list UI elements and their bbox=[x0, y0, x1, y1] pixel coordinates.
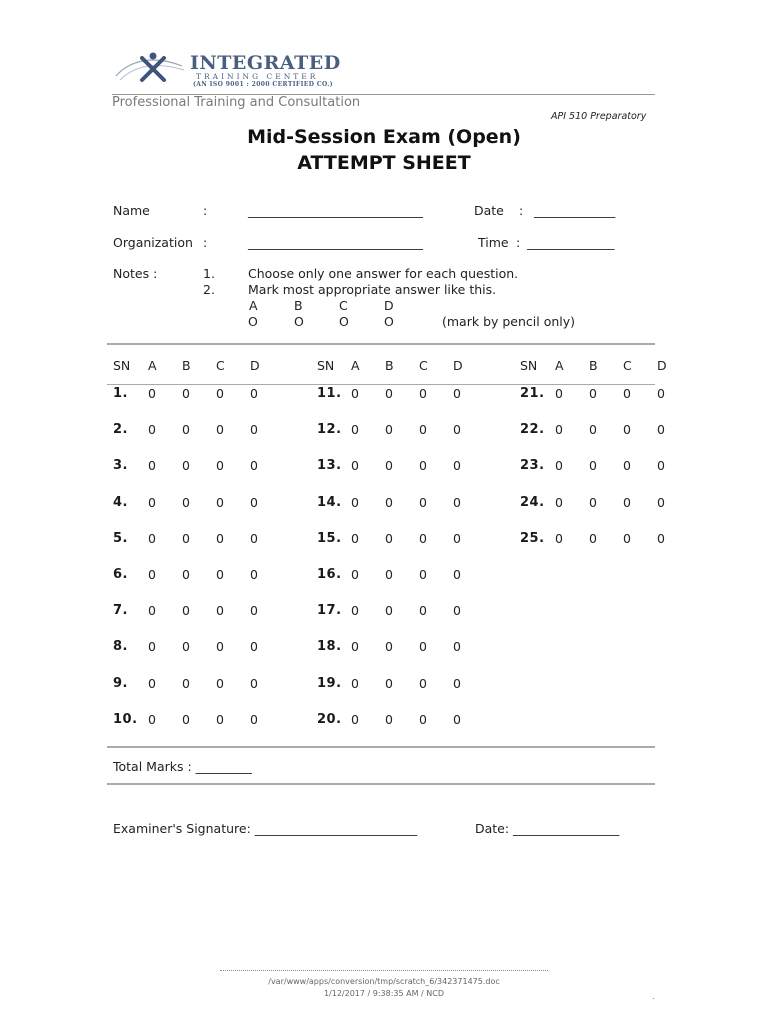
date-colon: : bbox=[519, 203, 524, 218]
question-number: 22. bbox=[520, 422, 545, 438]
answer-option[interactable]: 0 bbox=[453, 422, 461, 438]
answer-option[interactable]: 0 bbox=[182, 639, 190, 655]
answer-option[interactable]: 0 bbox=[351, 639, 359, 655]
answer-option[interactable]: 0 bbox=[623, 422, 631, 438]
answer-option[interactable]: 0 bbox=[385, 458, 393, 474]
footer-path: /var/www/apps/conversion/tmp/scratch_6/342371475.doc bbox=[268, 977, 500, 986]
answer-option[interactable]: 0 bbox=[250, 494, 258, 510]
grid-bottom-rule bbox=[107, 746, 655, 748]
answer-option[interactable]: 0 bbox=[351, 603, 359, 619]
answer-option[interactable]: 0 bbox=[453, 639, 461, 655]
question-number: 17. bbox=[317, 603, 342, 619]
answer-option[interactable]: 0 bbox=[623, 530, 631, 546]
question-number: 21. bbox=[520, 386, 545, 401]
organization-label: Organization bbox=[113, 235, 193, 250]
example-letter: D bbox=[384, 298, 394, 313]
answer-option[interactable]: 0 bbox=[419, 422, 427, 438]
answer-option[interactable]: 0 bbox=[419, 494, 427, 510]
column-header-c: C bbox=[623, 358, 632, 373]
total-bottom-rule bbox=[107, 783, 655, 785]
answer-option[interactable]: 0 bbox=[419, 711, 427, 727]
answer-option[interactable]: 0 bbox=[657, 530, 665, 546]
answer-option[interactable]: 0 bbox=[385, 386, 393, 401]
answer-option[interactable]: 0 bbox=[453, 494, 461, 510]
answer-option[interactable]: 0 bbox=[657, 458, 665, 474]
question-number: 7. bbox=[113, 603, 128, 619]
answer-option[interactable]: 0 bbox=[453, 530, 461, 546]
note-text: Mark most appropriate answer like this. bbox=[248, 282, 497, 297]
column-header-b: B bbox=[589, 358, 598, 373]
answer-option[interactable]: 0 bbox=[351, 386, 359, 401]
example-letter: C bbox=[339, 298, 348, 313]
example-letter: A bbox=[249, 298, 258, 313]
column-header-sn: SN bbox=[520, 358, 538, 373]
question-number: 14. bbox=[317, 494, 342, 510]
answer-option[interactable]: 0 bbox=[555, 530, 563, 546]
answer-option[interactable]: 0 bbox=[657, 494, 665, 510]
answer-option[interactable]: 0 bbox=[182, 567, 190, 582]
pencil-note: (mark by pencil only) bbox=[442, 314, 576, 329]
answer-option[interactable]: 0 bbox=[419, 386, 427, 401]
answer-option[interactable]: 0 bbox=[385, 567, 393, 582]
note-number: 1. bbox=[203, 266, 215, 281]
column-header-sn: SN bbox=[113, 358, 131, 373]
answer-option[interactable]: 0 bbox=[453, 675, 461, 691]
question-number: 15. bbox=[317, 530, 342, 546]
answer-option[interactable]: 0 bbox=[148, 458, 156, 474]
organization-colon: : bbox=[203, 235, 208, 250]
tagline: Professional Training and Consultation bbox=[112, 95, 361, 110]
answer-option[interactable]: 0 bbox=[419, 458, 427, 474]
answer-option[interactable]: 0 bbox=[250, 603, 258, 619]
answer-option[interactable]: 0 bbox=[589, 530, 597, 546]
answer-option[interactable]: 0 bbox=[351, 711, 359, 727]
answer-option[interactable]: 0 bbox=[351, 675, 359, 691]
examiner-signature: Examiner's Signature: __________________________ bbox=[113, 821, 418, 836]
answer-option[interactable]: 0 bbox=[385, 711, 393, 727]
answer-option[interactable]: 0 bbox=[182, 603, 190, 619]
answer-option[interactable]: 0 bbox=[351, 458, 359, 474]
answer-option[interactable]: 0 bbox=[419, 675, 427, 691]
answer-option[interactable]: 0 bbox=[216, 675, 224, 691]
question-number: 10. bbox=[113, 711, 138, 727]
answer-option[interactable]: 0 bbox=[148, 675, 156, 691]
footer-divider bbox=[220, 970, 548, 971]
answer-option[interactable]: 0 bbox=[250, 639, 258, 655]
column-header-a: A bbox=[148, 358, 157, 373]
answer-option[interactable]: 0 bbox=[182, 711, 190, 727]
answer-option[interactable]: 0 bbox=[182, 675, 190, 691]
question-number: 16. bbox=[317, 567, 342, 582]
answer-option[interactable]: 0 bbox=[216, 422, 224, 438]
question-number: 12. bbox=[317, 422, 342, 438]
example-letter: B bbox=[294, 298, 303, 313]
answer-option[interactable]: 0 bbox=[250, 711, 258, 727]
answer-option[interactable]: 0 bbox=[148, 711, 156, 727]
answer-option[interactable]: 0 bbox=[216, 530, 224, 546]
column-header-a: A bbox=[351, 358, 360, 373]
time-field[interactable]: ______________ bbox=[527, 235, 615, 250]
answer-option[interactable]: 0 bbox=[657, 422, 665, 438]
sheet-title: ATTEMPT SHEET bbox=[297, 152, 471, 174]
answer-option[interactable]: 0 bbox=[453, 711, 461, 727]
column-header-a: A bbox=[555, 358, 564, 373]
question-number: 18. bbox=[317, 639, 342, 655]
answer-option[interactable]: 0 bbox=[216, 458, 224, 474]
question-number: 9. bbox=[113, 675, 128, 691]
total-marks: Total Marks : _________ bbox=[113, 759, 252, 774]
answer-option[interactable]: 0 bbox=[351, 530, 359, 546]
column-header-c: C bbox=[216, 358, 225, 373]
answer-option[interactable]: 0 bbox=[216, 386, 224, 401]
question-number: 19. bbox=[317, 675, 342, 691]
column-header-d: D bbox=[250, 358, 260, 373]
answer-option[interactable]: 0 bbox=[385, 675, 393, 691]
answer-option[interactable]: 0 bbox=[555, 386, 563, 401]
answer-option[interactable]: 0 bbox=[250, 675, 258, 691]
answer-option[interactable]: 0 bbox=[555, 494, 563, 510]
answer-option[interactable]: 0 bbox=[589, 458, 597, 474]
footer-dot: . bbox=[652, 992, 655, 1001]
column-header-sn: SN bbox=[317, 358, 335, 373]
question-number: 24. bbox=[520, 494, 545, 510]
answer-option[interactable]: 0 bbox=[453, 386, 461, 401]
answer-option[interactable]: 0 bbox=[385, 603, 393, 619]
column-header-d: D bbox=[657, 358, 667, 373]
answer-option[interactable]: 0 bbox=[623, 494, 631, 510]
answer-option[interactable]: 0 bbox=[589, 422, 597, 438]
example-circle: O bbox=[248, 314, 258, 329]
signature-date: Date: _________________ bbox=[475, 821, 620, 836]
answer-option[interactable]: 0 bbox=[182, 386, 190, 401]
date-label: Date bbox=[474, 203, 504, 218]
answer-option[interactable]: 0 bbox=[216, 639, 224, 655]
answer-option[interactable]: 0 bbox=[351, 494, 359, 510]
answer-option[interactable]: 0 bbox=[148, 639, 156, 655]
name-colon: : bbox=[203, 203, 208, 218]
answer-option[interactable]: 0 bbox=[589, 386, 597, 401]
answer-option[interactable]: 0 bbox=[419, 567, 427, 582]
answer-option[interactable]: 0 bbox=[589, 494, 597, 510]
name-label: Name bbox=[113, 203, 150, 218]
answer-option[interactable]: 0 bbox=[453, 567, 461, 582]
answer-option[interactable]: 0 bbox=[250, 567, 258, 582]
answer-option[interactable]: 0 bbox=[250, 386, 258, 401]
organization-field[interactable]: ____________________________ bbox=[248, 235, 423, 250]
answer-option[interactable]: 0 bbox=[351, 422, 359, 438]
answer-option[interactable]: 0 bbox=[216, 567, 224, 582]
answer-option[interactable]: 0 bbox=[216, 494, 224, 510]
name-field[interactable]: ____________________________ bbox=[248, 203, 423, 218]
answer-option[interactable]: 0 bbox=[216, 603, 224, 619]
answer-option[interactable]: 0 bbox=[182, 494, 190, 510]
answer-option[interactable]: 0 bbox=[555, 458, 563, 474]
brand-name: INTEGRATED bbox=[190, 52, 341, 74]
answer-option[interactable]: 0 bbox=[419, 530, 427, 546]
question-number: 6. bbox=[113, 567, 128, 582]
time-colon: : bbox=[516, 235, 521, 250]
question-number: 1. bbox=[113, 386, 128, 401]
example-circle: O bbox=[294, 314, 304, 329]
answer-option[interactable]: 0 bbox=[250, 530, 258, 546]
time-label: Time bbox=[478, 235, 509, 250]
question-number: 20. bbox=[317, 711, 342, 727]
question-number: 3. bbox=[113, 458, 128, 474]
answer-option[interactable]: 0 bbox=[623, 386, 631, 401]
question-number: 5. bbox=[113, 530, 128, 546]
answer-option[interactable]: 0 bbox=[148, 530, 156, 546]
answer-option[interactable]: 0 bbox=[182, 458, 190, 474]
answer-option[interactable]: 0 bbox=[216, 711, 224, 727]
answer-option[interactable]: 0 bbox=[419, 603, 427, 619]
question-number: 8. bbox=[113, 639, 128, 655]
answer-option[interactable]: 0 bbox=[250, 422, 258, 438]
example-circle: O bbox=[384, 314, 394, 329]
answer-option[interactable]: 0 bbox=[148, 422, 156, 438]
answer-option[interactable]: 0 bbox=[182, 530, 190, 546]
grid-header-rule bbox=[107, 384, 655, 385]
note-number: 2. bbox=[203, 282, 215, 297]
answer-option[interactable]: 0 bbox=[148, 386, 156, 401]
answer-option[interactable]: 0 bbox=[182, 422, 190, 438]
grid-top-rule bbox=[107, 343, 655, 345]
footer-timestamp: 1/12/2017 / 9:38:35 AM / NCD bbox=[323, 989, 445, 998]
answer-option[interactable]: 0 bbox=[419, 639, 427, 655]
exam-title: Mid-Session Exam (Open) bbox=[247, 126, 521, 148]
brand-subtitle: TRAINING CENTER bbox=[196, 72, 319, 81]
question-number: 13. bbox=[317, 458, 342, 474]
question-number: 4. bbox=[113, 494, 128, 510]
course-tag: API 510 Preparatory bbox=[551, 111, 647, 122]
note-text: Choose only one answer for each question. bbox=[248, 266, 519, 281]
date-field[interactable]: _____________ bbox=[534, 203, 616, 218]
answer-option[interactable]: 0 bbox=[385, 494, 393, 510]
column-header-b: B bbox=[182, 358, 191, 373]
question-number: 2. bbox=[113, 422, 128, 438]
answer-option[interactable]: 0 bbox=[385, 422, 393, 438]
answer-option[interactable]: 0 bbox=[623, 458, 631, 474]
answer-option[interactable]: 0 bbox=[555, 422, 563, 438]
answer-option[interactable]: 0 bbox=[385, 530, 393, 546]
column-header-b: B bbox=[385, 358, 394, 373]
answer-option[interactable]: 0 bbox=[148, 603, 156, 619]
question-number: 23. bbox=[520, 458, 545, 474]
answer-option[interactable]: 0 bbox=[250, 458, 258, 474]
brand-certification: (AN ISO 9001 : 2000 CERTIFIED CO.) bbox=[193, 81, 334, 88]
column-header-c: C bbox=[419, 358, 428, 373]
answer-option[interactable]: 0 bbox=[148, 567, 156, 582]
answer-option[interactable]: 0 bbox=[453, 458, 461, 474]
answer-option[interactable]: 0 bbox=[148, 494, 156, 510]
answer-option[interactable]: 0 bbox=[351, 567, 359, 582]
notes-label: Notes : bbox=[113, 266, 158, 281]
answer-option[interactable]: 0 bbox=[453, 603, 461, 619]
question-number: 25. bbox=[520, 530, 545, 546]
answer-option[interactable]: 0 bbox=[385, 639, 393, 655]
answer-option[interactable]: 0 bbox=[657, 386, 665, 401]
column-header-d: D bbox=[453, 358, 463, 373]
question-number: 11. bbox=[317, 386, 342, 401]
example-circle: O bbox=[339, 314, 349, 329]
